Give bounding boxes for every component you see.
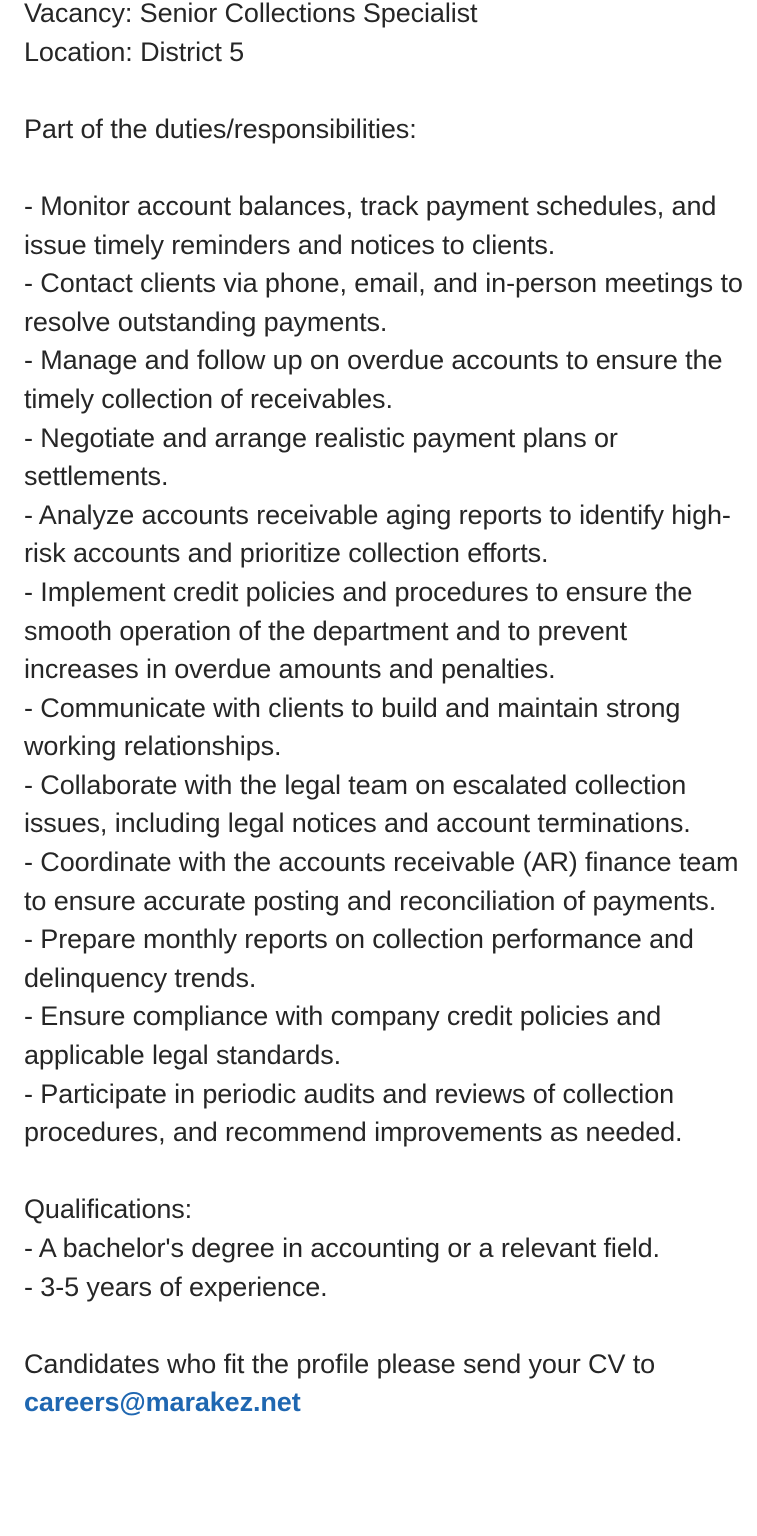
duty-item: - Collaborate with the legal team on escalated collection issues, including legal notices and account terminations. [24, 769, 691, 839]
duty-item: - Participate in periodic audits and reviews of collection procedures, and recommend improvements as needed. [24, 1078, 683, 1148]
qualifications-list [24, 1229, 744, 1306]
application-instructions: Candidates who fit the profile please send your CV to [24, 1348, 656, 1379]
job-post [24, 0, 744, 1422]
duties-list [24, 187, 744, 1152]
spacer [24, 148, 744, 187]
vacancy-title: Vacancy: Senior Collections Specialist [24, 0, 478, 28]
duties-heading: Part of the duties/responsibilities: [24, 113, 417, 144]
duty-item: - Coordinate with the accounts receivable (AR) finance team to ensure accurate posting and reconciliation of payments. [24, 847, 739, 916]
spacer [24, 1152, 744, 1191]
qualifications-heading: Qualifications: [24, 1194, 193, 1225]
qualification-item: - 3-5 years of experience. [24, 1271, 328, 1302]
duty-item: - Ensure compliance with company credit policies and applicable legal standards. [24, 1001, 662, 1071]
duty-item: - Prepare monthly reports on collection performance and delinquency trends. [24, 924, 694, 993]
duty-item: - Communicate with clients to build and maintain strong working relationships. [24, 692, 681, 762]
duty-item: - Monitor account balances, track payment schedules, and issue timely reminders and notices to clients. [24, 190, 717, 260]
duty-item: - Analyze accounts receivable aging reports to identify high-risk accounts and prioritize collection efforts. [24, 499, 731, 569]
duty-item: - Contact clients via phone, email, and in-person meetings to resolve outstanding payments. [24, 268, 743, 337]
qualification-item: - A bachelor's degree in accounting or a relevant field. [24, 1233, 660, 1263]
duty-item: - Negotiate and arrange realistic payment plans or settlements. [24, 422, 618, 492]
careers-email-link[interactable]: careers@marakez.net [24, 1387, 301, 1418]
location-line: Location: District 5 [24, 36, 245, 67]
duty-item: - Manage and follow up on overdue accounts to ensure the timely collection of receivables. [24, 345, 723, 414]
spacer [24, 1306, 744, 1345]
spacer [24, 71, 744, 110]
duty-item: - Implement credit policies and procedures to ensure the smooth operation of the department and to prevent increases in overdue amounts and penalties. [24, 576, 693, 685]
